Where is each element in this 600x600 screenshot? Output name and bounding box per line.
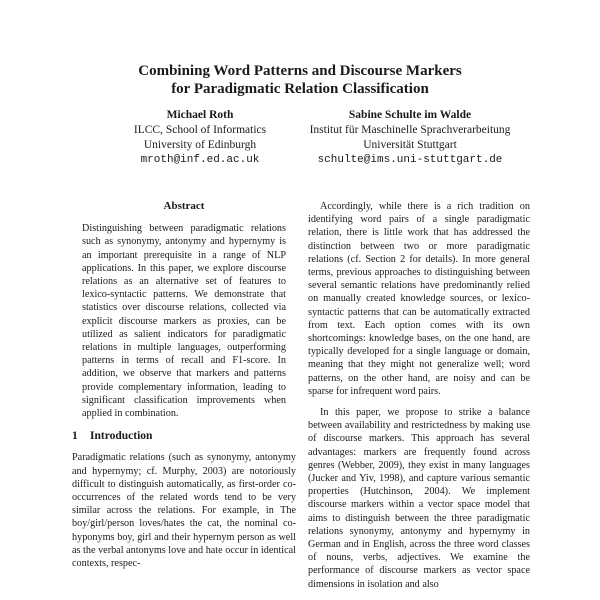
introduction-paragraph: Paradigmatic relations (such as synonymy, antonymy and hypernymy; cf. Murphy, 2003) are notoriously difficult to distinguish automatically, as first-order co-occurrences of the related words tend to be very similar across the relations. For example, in The boy/girl/person loves/hates the cat, the nominal co-hyponyms boy, girl and their hypernym person as well as the verbal antonyms love and hate occur in identical contexts, respec- xyxy=(72,452,296,570)
abstract-heading: Abstract xyxy=(163,200,205,212)
left-column xyxy=(72,200,296,570)
author-1 xyxy=(110,108,290,168)
section-number: 1 xyxy=(72,430,78,443)
abstract-text: Distinguishing between paradigmatic relations such as synonymy, antonymy and hypernymy is an important prerequisite in a range of NLP applications. In this paper, we explore discourse relations as an alternative set of features to lexico-syntactic patterns. We demonstrate that statistics over discourse relations, collected via explicit discourse markers as proxies, can be utilized as salient indicators for paradigmatic relations in multiple languages, outperforming patterns in terms of recall and F1-score. In addition, we observe that markers and patterns provide complementary information, leading to significant classification improvements when applied in combination. xyxy=(82,223,286,420)
body-paragraph-1: Accordingly, while there is a rich tradition on identifying word pairs of a single paradigmatic relation, there is little work that has addressed the distinction between two or more paradigmatic relations (cf. Section 2 for details). In more general terms, previous approaches to distinguishing between several semantic relations have predominantly relied on manually created knowledge sources, or lexico-syntactic patterns that can be automatically extracted from text. Each option comes with its own shortcomings: knowledge bases, on the one hand, are typically developed for a single language or domain, meaning that they might not generalize well; word patterns, on the other hand, are noisy and can be sparse for infrequent word pairs. xyxy=(308,201,530,397)
author-2-name: Sabine Schulte im Walde xyxy=(348,109,472,121)
right-column xyxy=(308,200,530,591)
body-paragraph-2: In this paper, we propose to strike a balance between availability and restrictedness by making use of discourse markers. This approach has several advantages: markers are frequently found across genres (Webber, 2009), they exist in many languages (Jucker and Yiv, 1998), and capture various semantic properties (Hutchinson, 2004). We implement discourse markers within a vector space model that aims to distinguish between the three paradigmatic relations synonymy, antonymy and hypernymy in German and in English, across the three word classes of nouns, verbs, adjectives. We examine the performance of discourse markers as vector space dimensions in isolation and also xyxy=(308,407,530,590)
author-2 xyxy=(290,108,530,168)
author-1-affiliation: ILCC, School of Informatics xyxy=(133,124,267,136)
paper-title-line-1: Combining Word Patterns and Discourse Markers xyxy=(138,63,462,79)
author-1-name: Michael Roth xyxy=(166,109,234,121)
author-2-institution: Universität Stuttgart xyxy=(363,139,457,151)
author-2-affiliation: Institut für Maschinelle Sprachverarbeitung xyxy=(309,124,511,136)
section-heading-introduction xyxy=(72,430,296,443)
author-1-institution: University of Edinburgh xyxy=(143,139,257,151)
paper-title-line-2: for Paradigmatic Relation Classification xyxy=(171,81,429,97)
author-1-email: mroth@inf.ed.ac.uk xyxy=(140,154,260,166)
section-title: Introduction xyxy=(90,430,153,443)
author-2-email: schulte@ims.uni-stuttgart.de xyxy=(317,154,503,166)
